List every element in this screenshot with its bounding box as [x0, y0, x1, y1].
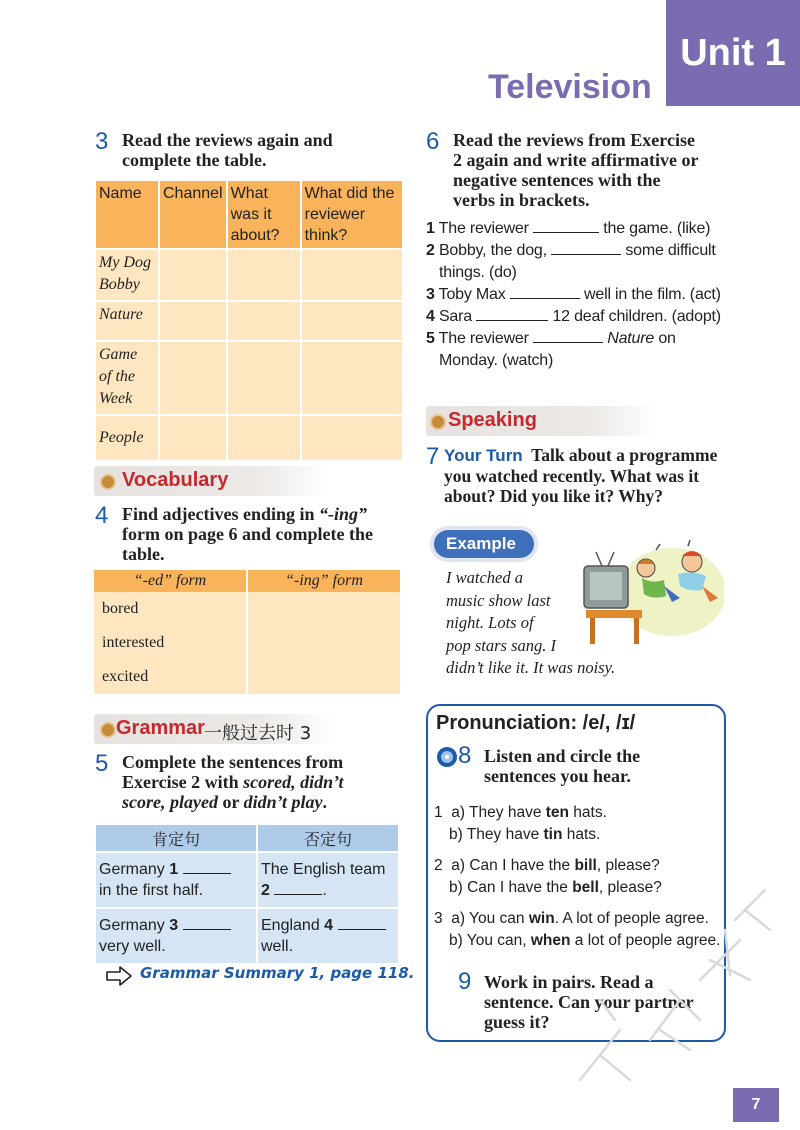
option-a[interactable]: a) You can	[451, 910, 529, 927]
exercise-instruction: Your Turn Talk about a programme you watched recently. What was it about? Did you like it? Why?	[444, 445, 718, 506]
answer-cell[interactable]	[301, 301, 403, 341]
list-item: 5 The reviewer Nature on	[426, 330, 676, 347]
list-item: 4 Sara 12 deaf children. (adopt)	[426, 308, 721, 325]
table-header: Channel	[159, 180, 227, 249]
blank-field[interactable]	[510, 298, 580, 299]
pronunciation-item: 3 a) You can win. A lot of people agree. b) You can, when a lot of people agree.	[434, 910, 721, 949]
option-a[interactable]: a) Can I have the	[451, 857, 575, 874]
grammar-banner	[94, 714, 334, 744]
option-a[interactable]: a) They have	[451, 804, 546, 821]
table-header: Name	[95, 180, 159, 249]
table-row	[95, 249, 403, 301]
exercise-instruction: Find adjectives ending in “-ing” form on page 6 and complete the table.	[122, 504, 373, 564]
table-row	[95, 415, 403, 461]
answer-cell[interactable]	[247, 626, 400, 660]
list-item: 3 Toby Max well in the film. (act)	[426, 286, 721, 303]
row-label: Game of the Week	[95, 341, 159, 415]
example-badge: Example	[434, 530, 534, 558]
adjective-table	[94, 570, 400, 694]
exercise-number: 9	[458, 968, 472, 995]
list-item: 2 Bobby, the dog, some difficult	[426, 242, 716, 259]
table-row	[95, 301, 403, 341]
answer-cell[interactable]	[227, 341, 301, 415]
table-header: What was it about?	[227, 180, 301, 249]
answer-cell[interactable]	[247, 660, 400, 694]
answer-cell[interactable]	[227, 301, 301, 341]
grammar-cell: Germany 3 very well.	[95, 908, 257, 964]
arrow-right-icon	[106, 966, 132, 986]
section-subtitle: 一般过去时 3	[204, 723, 312, 744]
option-b[interactable]: b) They have	[449, 826, 544, 843]
answer-cell[interactable]	[227, 415, 301, 461]
answer-cell[interactable]	[159, 249, 227, 301]
row-label: Nature	[95, 301, 159, 341]
list-item-continued: Monday. (watch)	[439, 352, 554, 369]
watermark-graphic	[560, 880, 780, 1100]
play-icon	[100, 474, 116, 490]
answer-cell[interactable]	[159, 301, 227, 341]
grammar-cell: The English team 2 .	[257, 852, 399, 908]
pronunciation-title: Pronunciation: /e/, /ɪ/	[436, 712, 636, 734]
vocabulary-banner	[94, 466, 328, 496]
answer-cell[interactable]	[227, 249, 301, 301]
section-title: Vocabulary	[122, 469, 229, 491]
play-icon	[100, 722, 116, 738]
ed-word: excited	[94, 660, 247, 694]
ed-word: bored	[94, 592, 247, 626]
table-header: “-ed” form	[94, 570, 247, 592]
answer-cell[interactable]	[247, 592, 400, 626]
ed-word: interested	[94, 626, 247, 660]
answer-cell[interactable]	[301, 415, 403, 461]
tv-illustration	[568, 540, 724, 646]
exercise-number: 5	[95, 750, 109, 777]
grammar-table	[94, 823, 400, 965]
instruction-line: Read the reviews again and	[122, 130, 333, 150]
row-label: My Dog Bobby	[95, 249, 159, 301]
table-row	[95, 908, 399, 964]
blank-field[interactable]	[183, 873, 231, 874]
blank-field[interactable]	[533, 232, 599, 233]
page-title: Television	[488, 68, 652, 106]
grammar-cell: Germany 1 in the first half.	[95, 852, 257, 908]
pronunciation-item: 2 a) Can I have the bill, please? b) Can I have the bell, please?	[434, 857, 662, 896]
play-icon	[430, 414, 446, 430]
table-row	[95, 341, 403, 415]
exercise-instruction: Listen and circle the sentences you hear.	[484, 746, 641, 786]
audio-cd-icon[interactable]	[436, 746, 458, 768]
pronunciation-item: 1 a) They have ten hats. b) They have tin hats.	[434, 804, 607, 843]
exercise-instruction: Work in pairs. Read a sentence. Can your partner guess it?	[484, 972, 694, 1032]
section-title: Speaking	[448, 409, 537, 431]
instruction-line: complete the table.	[122, 150, 267, 170]
blank-field[interactable]	[476, 320, 548, 321]
exercise-instruction	[122, 130, 412, 170]
blank-field[interactable]	[274, 894, 322, 895]
answer-cell[interactable]	[159, 415, 227, 461]
blank-field[interactable]	[338, 929, 386, 930]
sentence-list	[426, 218, 746, 372]
exercise-number: 6	[426, 128, 440, 155]
page-number: 7	[733, 1088, 779, 1122]
answer-cell[interactable]	[301, 249, 403, 301]
answer-cell[interactable]	[301, 341, 403, 415]
blank-field[interactable]	[551, 254, 621, 255]
option-b[interactable]: b) Can I have the	[449, 879, 573, 896]
blank-field[interactable]	[533, 342, 603, 343]
summary-text: Grammar Summary 1, page 118.	[140, 964, 415, 982]
speaking-banner	[426, 406, 658, 436]
row-label: People	[95, 415, 159, 461]
table-header: 否定句	[257, 824, 399, 852]
review-table	[94, 179, 404, 462]
exercise-number: 7	[426, 443, 440, 470]
grammar-cell: England 4 well.	[257, 908, 399, 964]
exercise-instruction: Complete the sentences from Exercise 2 with scored, didn’t score, played or didn’t play.	[122, 752, 344, 812]
unit-tab: Unit 1	[666, 0, 800, 106]
blank-field[interactable]	[183, 929, 231, 930]
section-title: Grammar	[116, 717, 205, 739]
list-item: 1 The reviewer the game. (like)	[426, 220, 711, 237]
list-item-continued: things. (do)	[439, 264, 517, 281]
table-row	[95, 852, 399, 908]
table-header: What did the reviewer think?	[301, 180, 403, 249]
exercise-instruction: Read the reviews from Exercise 2 again and write affirmative or negative sentences with the verbs in brackets.	[453, 130, 699, 210]
answer-cell[interactable]	[159, 341, 227, 415]
exercise-number: 8	[458, 742, 472, 769]
table-header: 肯定句	[95, 824, 257, 852]
option-b[interactable]: b) You can,	[449, 932, 531, 949]
example-text: I watched a music show last night. Lots of pop stars sang. I didn’t like it. It was noisy.	[446, 568, 616, 677]
table-header: “-ing” form	[247, 570, 400, 592]
exercise-number: 3	[95, 128, 109, 155]
exercise-number: 4	[95, 502, 109, 529]
